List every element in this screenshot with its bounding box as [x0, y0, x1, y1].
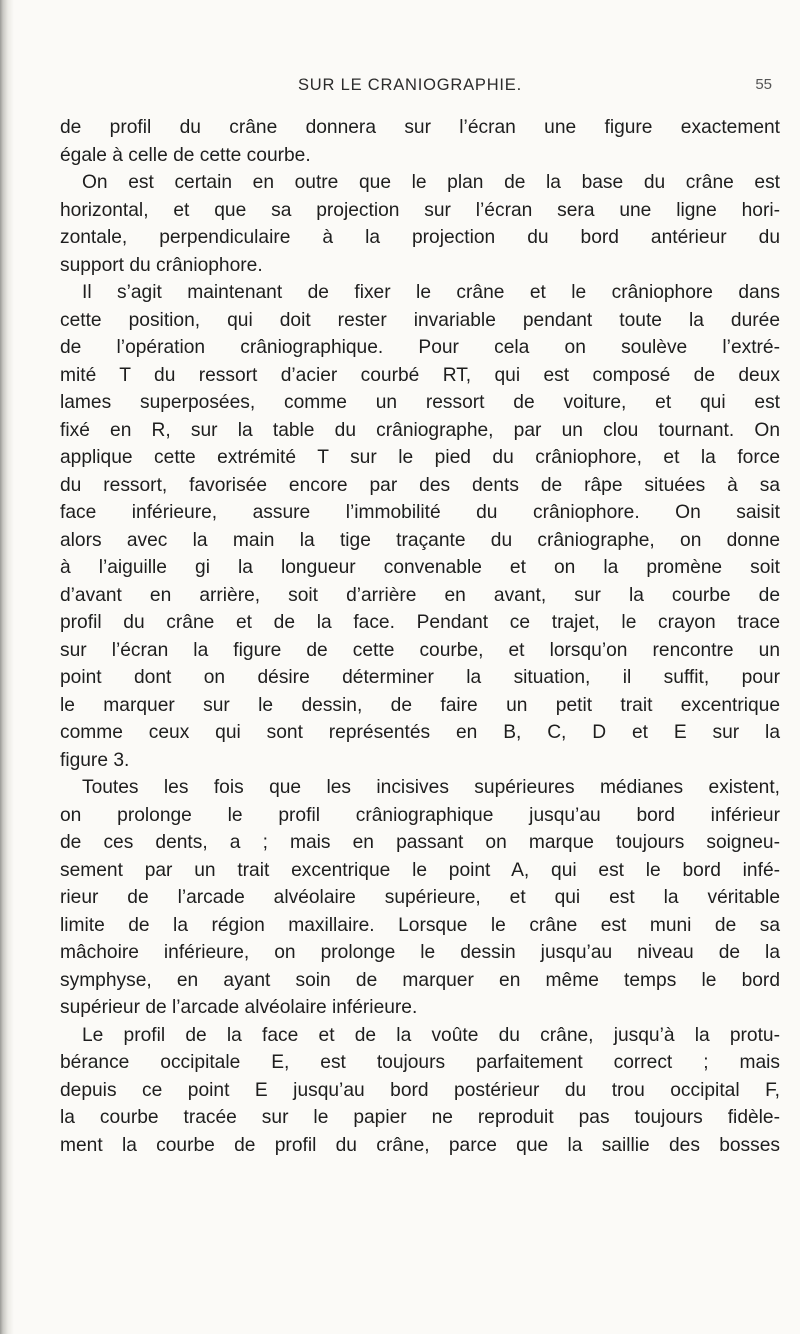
- text-line: de ces dents, a ; mais en passant on marque toujours soigneu-: [60, 832, 780, 853]
- text-line: comme ceux qui sont représentés en B, C, D et E sur la: [60, 722, 780, 743]
- text-line: zontale, perpendiculaire à la projection du bord antérieur du: [60, 227, 780, 248]
- text-line: profil du crâne et de la face. Pendant ce trajet, le crayon trace: [60, 612, 780, 633]
- text-line: mité T du ressort d’acier courbé RT, qui est composé de deux: [60, 364, 780, 386]
- text-line: point dont on désire déterminer la situation, il suffit, pour: [60, 667, 780, 688]
- text-line: égale à celle de cette courbe.: [60, 144, 311, 166]
- text-line: horizontal, et que sa projection sur l’écran sera une ligne hori-: [60, 199, 780, 221]
- text-line: la courbe tracée sur le papier ne reproduit pas toujours fidèle-: [60, 1107, 780, 1128]
- text-line: lames superposées, comme un ressort de voiture, et qui est: [60, 392, 780, 413]
- text-line: mâchoire inférieure, on prolonge le dessin jusqu’au niveau de la: [60, 942, 780, 963]
- text-line: du ressort, favorisée encore par des dents de râpe situées à sa: [60, 474, 780, 496]
- text-line: supérieur de l’arcade alvéolaire inférieure.: [60, 997, 418, 1018]
- text-line: ment la courbe de profil du crâne, parce que la saillie des bosses: [60, 1134, 780, 1156]
- text-line: le marquer sur le dessin, de faire un petit trait excentrique: [60, 694, 780, 716]
- page-number: 55: [755, 76, 772, 93]
- text-line: à l’aiguille gi la longueur convenable et on la promène soit: [60, 557, 780, 578]
- running-head: SUR LE CRANIOGRAPHIE.: [297, 76, 522, 94]
- body-text: [60, 114, 780, 1159]
- text-line: support du crâniophore.: [60, 254, 263, 276]
- page-header: [40, 10, 780, 94]
- text-line: On est certain en outre que le plan de la base du crâne est: [82, 172, 780, 193]
- text-line: applique cette extrémité T sur le pied du crâniophore, et la force: [60, 447, 780, 468]
- text-line: depuis ce point E jusqu’au bord postérieur du trou occipital F,: [60, 1079, 780, 1101]
- text-line: fixé en R, sur la table du crâniographe, par un clou tournant. On: [60, 419, 780, 441]
- text-line: bérance occipitale E, est toujours parfaitement correct ; mais: [60, 1052, 780, 1073]
- text-line: on prolonge le profil crâniographique jusqu’au bord inférieur: [60, 804, 780, 826]
- text-line: alors avec la main la tige traçante du crâniographe, on donne: [60, 529, 780, 551]
- text-line: Le profil de la face et de la voûte du crâne, jusqu’à la protu-: [82, 1024, 780, 1046]
- text-line: Il s’agit maintenant de fixer le crâne et le crâniophore dans: [82, 282, 780, 303]
- text-line: sur l’écran la figure de cette courbe, et lorsqu’on rencontre un: [60, 639, 780, 661]
- text-line: symphyse, en ayant soin de marquer en même temps le bord: [60, 969, 780, 991]
- text-line: de profil du crâne donnera sur l’écran une figure exactement: [60, 117, 780, 138]
- text-line: figure 3.: [60, 749, 130, 771]
- text-line: d’avant en arrière, soit d’arrière en avant, sur la courbe de: [60, 584, 780, 606]
- text-line: cette position, qui doit rester invariable pendant toute la durée: [60, 309, 780, 331]
- text-line: rieur de l’arcade alvéolaire supérieure, et qui est la véritable: [60, 887, 780, 908]
- text-line: face inférieure, assure l’immobilité du crâniophore. On saisit: [60, 502, 780, 523]
- text-line: Toutes les fois que les incisives supérieures médianes existent,: [82, 777, 780, 798]
- text-line: sement par un trait excentrique le point A, qui est le bord infé-: [60, 859, 780, 881]
- page-binding-edge: [0, 0, 14, 1334]
- text-line: de l’opération crâniographique. Pour cela on soulève l’extré-: [60, 337, 780, 358]
- text-line: limite de la région maxillaire. Lorsque le crâne est muni de sa: [60, 914, 780, 936]
